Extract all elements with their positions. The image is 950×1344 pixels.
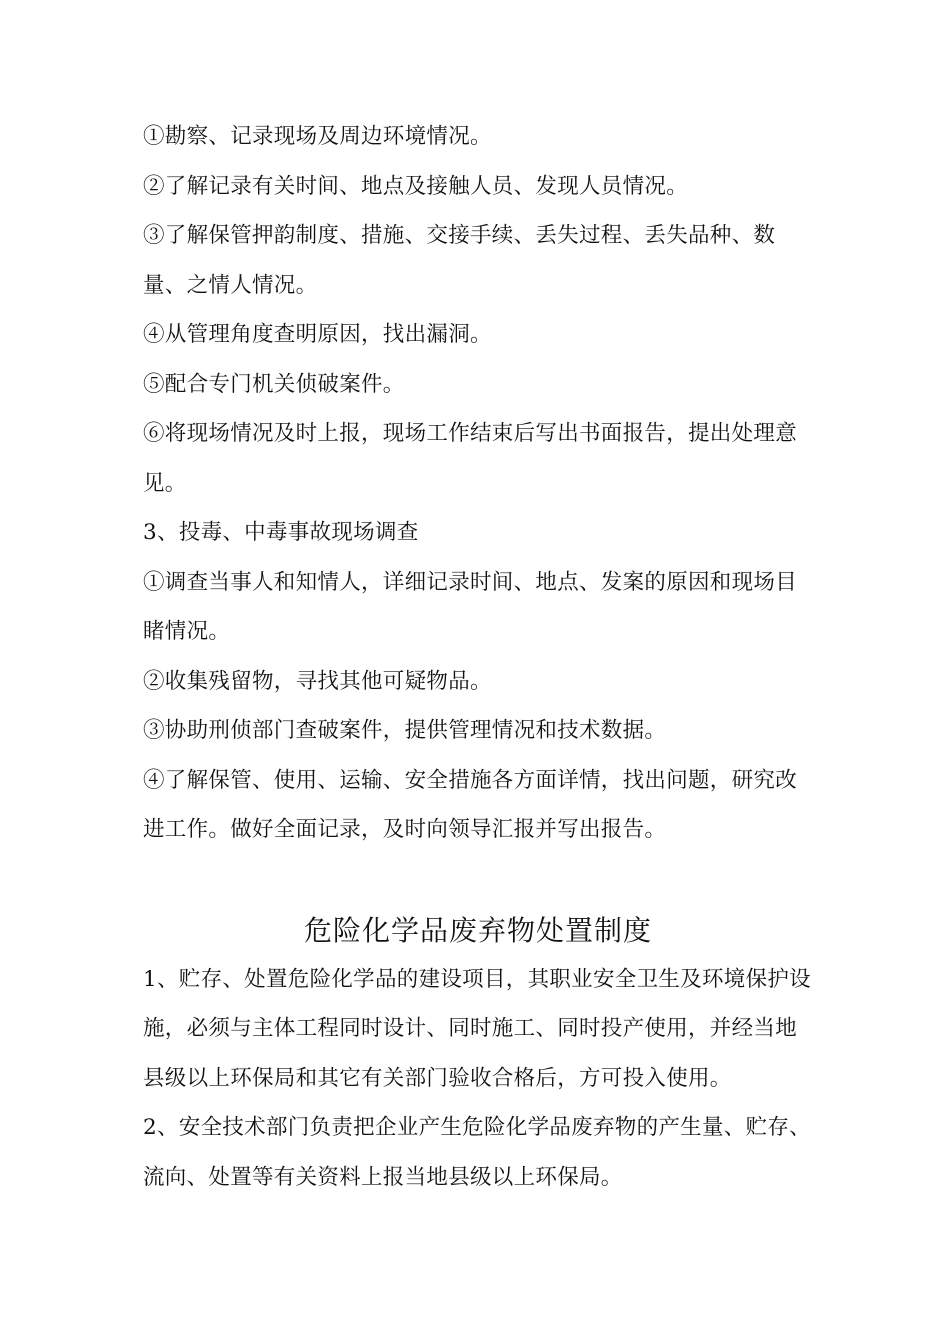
paragraph-report-onsite: ⑥将现场情况及时上报，现场工作结束后写出书面报告，提出处理意见。 — [143, 421, 798, 496]
paragraph-find-loophole: ④从管理角度查明原因，找出漏洞。 — [143, 322, 492, 347]
section-heading-poisoning: 3、投毒、中毒事故现场调查 — [143, 520, 419, 545]
paragraph-assist-police: ③协助刑侦部门查破案件，提供管理情况和技术数据。 — [143, 718, 667, 743]
document-body — [143, 112, 813, 1202]
paragraph-improve-work: ④了解保管、使用、运输、安全措施各方面详情，找出问题，研究改进工作。做好全面记录，及时向领导汇报并写出报告。 — [143, 767, 798, 842]
paragraph-time-place-persons: ②了解记录有关时间、地点及接触人员、发现人员情况。 — [143, 173, 689, 199]
paragraph-custody-system: ③了解保管押韵制度、措施、交接手续、丢失过程、丢失品种、数量、之情人情况。 — [143, 223, 776, 298]
document-title: 危险化学品废弃物处置制度 — [303, 913, 652, 947]
paragraph-assist-investigation: ⑤配合专门机关侦破案件。 — [143, 371, 405, 397]
paragraph-collect-residue: ②收集残留物，寻找其他可疑物品。 — [143, 668, 492, 694]
paragraph-interview-witnesses: ①调查当事人和知情人，详细记录时间、地点、发案的原因和现场目睹情况。 — [143, 569, 798, 644]
paragraph-survey-record: ①勘察、记录现场及周边环境情况。 — [143, 124, 492, 149]
paragraph-construction-project: 1、贮存、处置危险化学品的建设项目，其职业安全卫生及环境保护设施，必须与主体工程同时设计、同时施工、同时投产使用，并经当地县级以上环保局和其它有关部门验收合格后，方可投入使用。 — [143, 966, 811, 1091]
paragraph-report-waste: 2、安全技术部门负责把企业产生危险化学品废弃物的产生量、贮存、流向、处置等有关资料上报当地县级以上环保局。 — [143, 1115, 811, 1190]
